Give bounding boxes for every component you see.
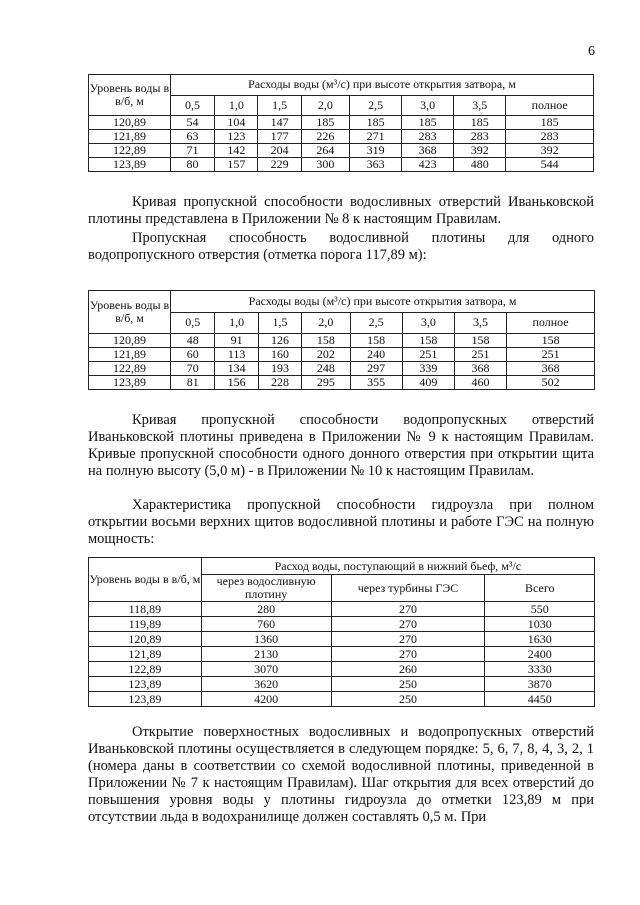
value-cell: 193 <box>258 362 301 376</box>
value-cell: 3870 <box>485 677 595 692</box>
value-cell: 185 <box>454 116 506 130</box>
value-cell: 1630 <box>485 632 595 647</box>
level-cell: 122,89 <box>89 362 171 376</box>
discharge-table-single-opening <box>88 290 595 390</box>
level-cell: 120,89 <box>89 334 171 348</box>
level-cell: 121,89 <box>89 348 171 362</box>
column-header: 2,5 <box>350 95 402 116</box>
value-cell: 158 <box>402 334 454 348</box>
value-cell: 423 <box>402 158 454 172</box>
value-cell: 392 <box>506 144 594 158</box>
level-cell: 123,89 <box>89 376 171 390</box>
value-cell: 226 <box>301 130 349 144</box>
value-cell: 355 <box>350 376 402 390</box>
value-cell: 251 <box>507 348 595 362</box>
paragraph-opening-order: Открытие поверхностных водосливных и водопропускных отверстий Иваньковской плотины осуществляется в следующем порядке: 5, 6, 7, 8, 4, 3, 2, 1 (номера даны в соответствии со схемой водосливной плотины, приведенной в Приложении № 7 к настоящим Правилам). Шаг открытия для всех отверстий до повышения уровня воды у плотины гидроузла до отметки 123,89 м при отсутствии льда в водохранилище должен составлять 0,5 м. При <box>88 724 594 825</box>
value-cell: 156 <box>215 376 258 390</box>
level-cell: 122,89 <box>89 662 202 677</box>
level-cell: 120,89 <box>89 116 171 130</box>
table-row <box>89 692 595 707</box>
value-cell: 270 <box>331 602 485 617</box>
value-cell: 544 <box>506 158 594 172</box>
value-cell: 185 <box>350 116 402 130</box>
value-cell: 134 <box>215 362 258 376</box>
value-cell: 251 <box>454 348 506 362</box>
value-cell: 2400 <box>485 647 595 662</box>
value-cell: 297 <box>350 362 402 376</box>
value-cell: 392 <box>454 144 506 158</box>
column-header: 3,0 <box>402 312 454 334</box>
level-cell: 123,89 <box>89 677 202 692</box>
value-cell: 71 <box>170 144 214 158</box>
row-header: Уровень воды в в/б, м <box>89 75 171 116</box>
value-cell: 1030 <box>485 617 595 632</box>
value-cell: 158 <box>507 334 595 348</box>
table-row <box>89 376 595 390</box>
value-cell: 271 <box>350 130 402 144</box>
value-cell: 260 <box>331 662 485 677</box>
value-cell: 70 <box>171 362 215 376</box>
value-cell: 4200 <box>201 692 331 707</box>
value-cell: 480 <box>454 158 506 172</box>
value-cell: 502 <box>507 376 595 390</box>
table-row <box>89 130 594 144</box>
value-cell: 228 <box>258 376 301 390</box>
column-header: 3,0 <box>402 95 454 116</box>
value-cell: 158 <box>302 334 350 348</box>
column-header: полное <box>506 95 594 116</box>
value-cell: 126 <box>258 334 301 348</box>
column-header: 0,5 <box>170 95 214 116</box>
row-header: Уровень воды в в/б, м <box>89 291 171 334</box>
value-cell: 185 <box>402 116 454 130</box>
column-header: 2,5 <box>350 312 402 334</box>
value-cell: 280 <box>201 602 331 617</box>
value-cell: 147 <box>258 116 301 130</box>
discharge-table-all-spans <box>88 74 594 172</box>
value-cell: 3620 <box>201 677 331 692</box>
value-cell: 81 <box>171 376 215 390</box>
table-row <box>89 677 595 692</box>
table-row <box>89 348 595 362</box>
level-cell: 123,89 <box>89 692 202 707</box>
value-cell: 270 <box>331 647 485 662</box>
value-cell: 3330 <box>485 662 595 677</box>
value-cell: 270 <box>331 617 485 632</box>
paragraph-hydronode-capacity: Характеристика пропускной способности гидроузла при полном открытии восьми верхних щитов водосливной плотины и работе ГЭС на полную мощность: <box>88 497 594 547</box>
value-cell: 368 <box>454 362 506 376</box>
column-header: Всего <box>485 575 595 602</box>
group-header: Расходы воды (м³/с) при высоте открытия затвора, м <box>171 291 595 313</box>
value-cell: 319 <box>350 144 402 158</box>
value-cell: 250 <box>331 692 485 707</box>
value-cell: 158 <box>454 334 506 348</box>
table-row <box>89 647 595 662</box>
level-cell: 120,89 <box>89 632 202 647</box>
level-cell: 118,89 <box>89 602 202 617</box>
value-cell: 157 <box>215 158 258 172</box>
value-cell: 1360 <box>201 632 331 647</box>
level-cell: 123,89 <box>89 158 171 172</box>
value-cell: 3070 <box>201 662 331 677</box>
level-cell: 121,89 <box>89 130 171 144</box>
group-header: Расходы воды (м³/с) при высоте открытия затвора, м <box>170 75 593 96</box>
column-header: 2,0 <box>302 312 350 334</box>
value-cell: 204 <box>258 144 301 158</box>
column-header: 1,5 <box>258 95 301 116</box>
paragraph-single-opening: Пропускная способность водосливной плотины для одного водопропускного отверстия (отметка порога 117,89 м): <box>88 230 594 263</box>
value-cell: 4450 <box>485 692 595 707</box>
value-cell: 91 <box>215 334 258 348</box>
value-cell: 177 <box>258 130 301 144</box>
value-cell: 300 <box>301 158 349 172</box>
table-row <box>89 662 595 677</box>
column-header: 1,5 <box>258 312 301 334</box>
group-header: Расход воды, поступающий в нижний бьеф, м³/с <box>201 558 594 575</box>
value-cell: 60 <box>171 348 215 362</box>
value-cell: 80 <box>170 158 214 172</box>
value-cell: 283 <box>454 130 506 144</box>
value-cell: 270 <box>331 632 485 647</box>
value-cell: 54 <box>170 116 214 130</box>
value-cell: 48 <box>171 334 215 348</box>
hydronode-discharge-table <box>88 557 595 707</box>
value-cell: 368 <box>402 144 454 158</box>
column-header: 0,5 <box>171 312 215 334</box>
value-cell: 229 <box>258 158 301 172</box>
level-cell: 121,89 <box>89 647 202 662</box>
column-header: 1,0 <box>215 312 258 334</box>
value-cell: 363 <box>350 158 402 172</box>
value-cell: 158 <box>350 334 402 348</box>
value-cell: 251 <box>402 348 454 362</box>
value-cell: 264 <box>301 144 349 158</box>
value-cell: 250 <box>331 677 485 692</box>
value-cell: 240 <box>350 348 402 362</box>
column-header: 3,5 <box>454 312 506 334</box>
value-cell: 283 <box>506 130 594 144</box>
column-header: 1,0 <box>215 95 258 116</box>
value-cell: 248 <box>302 362 350 376</box>
value-cell: 368 <box>507 362 595 376</box>
value-cell: 202 <box>302 348 350 362</box>
value-cell: 339 <box>402 362 454 376</box>
table-row <box>89 617 595 632</box>
value-cell: 283 <box>402 130 454 144</box>
table-row <box>89 144 594 158</box>
value-cell: 409 <box>402 376 454 390</box>
row-header: Уровень воды в в/б, м <box>89 558 202 602</box>
value-cell: 460 <box>454 376 506 390</box>
table-row <box>89 334 595 348</box>
table-row <box>89 632 595 647</box>
value-cell: 185 <box>506 116 594 130</box>
column-header: через турбины ГЭС <box>331 575 485 602</box>
column-header: 2,0 <box>301 95 349 116</box>
table-row <box>89 602 595 617</box>
table-row <box>89 362 595 376</box>
table-row <box>89 158 594 172</box>
value-cell: 550 <box>485 602 595 617</box>
value-cell: 113 <box>215 348 258 362</box>
value-cell: 760 <box>201 617 331 632</box>
level-cell: 122,89 <box>89 144 171 158</box>
value-cell: 123 <box>215 130 258 144</box>
level-cell: 119,89 <box>89 617 202 632</box>
value-cell: 160 <box>258 348 301 362</box>
table-row <box>89 116 594 130</box>
value-cell: 104 <box>215 116 258 130</box>
paragraph-passage-curve: Кривая пропускной способности водопропускных отверстий Иваньковской плотины приведена в Приложении № 9 к настоящим Правилам. Кривые пропускной способности одного донного отверстия при открытии щита на полную высоту (5,0 м) - в Приложении № 10 к настоящим Правилам. <box>88 412 594 479</box>
value-cell: 63 <box>170 130 214 144</box>
column-header: 3,5 <box>454 95 506 116</box>
value-cell: 295 <box>302 376 350 390</box>
page-number: 6 <box>588 44 595 59</box>
value-cell: 2130 <box>201 647 331 662</box>
column-header: через водосливную плотину <box>201 575 331 602</box>
column-header: полное <box>507 312 595 334</box>
value-cell: 185 <box>301 116 349 130</box>
value-cell: 142 <box>215 144 258 158</box>
paragraph-spillway-curve: Кривая пропускной способности водосливных отверстий Иваньковской плотины представлена в Приложении № 8 к настоящим Правилам. <box>88 194 594 227</box>
